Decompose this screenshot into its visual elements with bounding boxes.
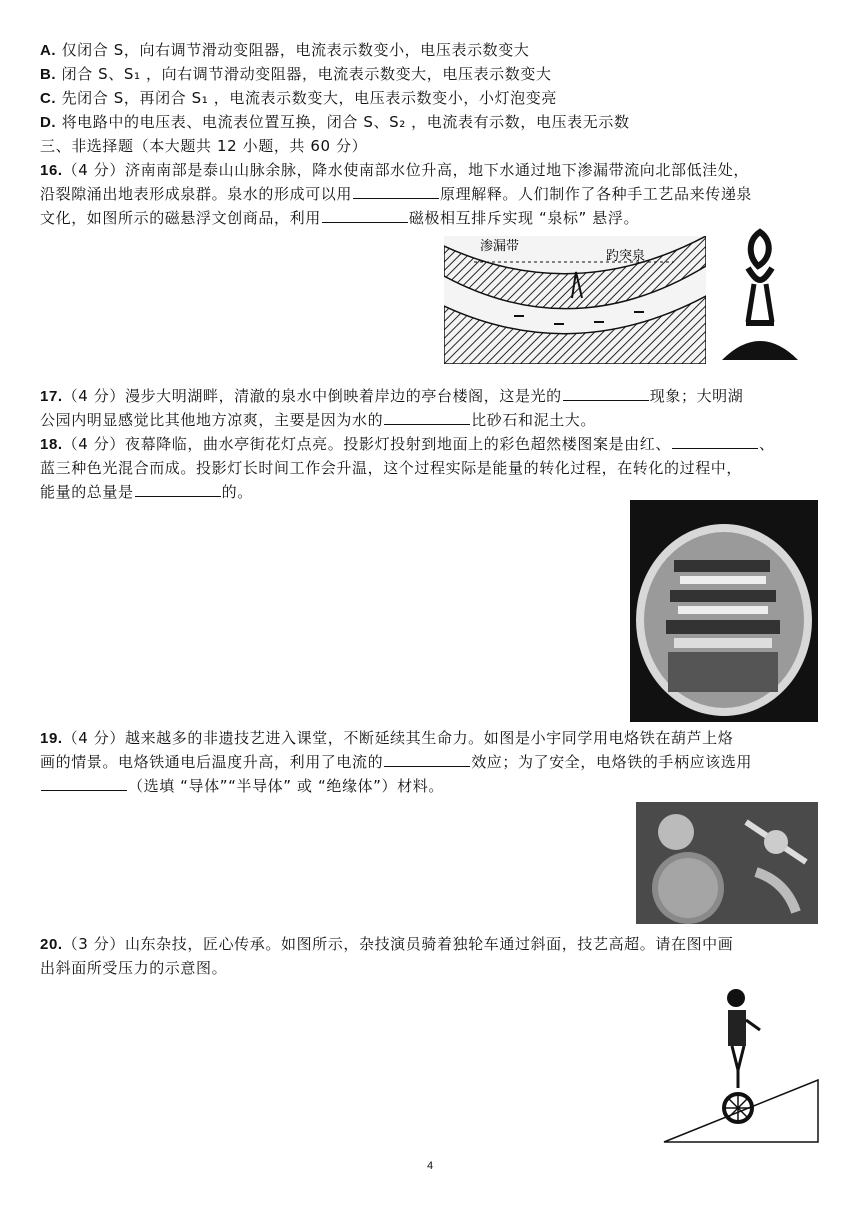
option-a [40, 40, 529, 61]
fig-label-spring: 趵突泉 [606, 249, 646, 264]
question-number: 18. [40, 436, 63, 453]
answer-blank[interactable] [563, 386, 649, 401]
option-text: 先闭合 S，再闭合 S₁ ，电流表示数变大，电压表示数变小，小灯泡变亮 [61, 89, 557, 107]
answer-blank[interactable] [384, 410, 470, 425]
question-number: 17. [40, 388, 63, 405]
q17-line-2: 公园内明显感觉比其他地方凉爽，主要是因为水的 比砂石和泥土大。 [40, 411, 597, 429]
option-c [40, 88, 557, 109]
fig-label-seepage: 渗漏带 [480, 239, 520, 254]
unicycle-slope-figure [660, 984, 830, 1148]
q19-line-2: 画的情景。电烙铁通电后温度升高，利用了电流的 效应；为了安全，电烙铁的手柄应该选用 [40, 753, 753, 771]
answer-blank[interactable] [384, 752, 470, 767]
q16-line-1: 16.（4 分）济南南部是泰山山脉余脉，降水使南部水位升高，地下水通过地下渗漏带流向北部低洼处， [40, 161, 749, 179]
section-heading: 三、非选择题（本大题共 12 小题，共 60 分） [40, 137, 368, 155]
q20-line-1: 20.（3 分）山东杂技，匠心传承。如图所示，杂技演员骑着独轮车通过斜面，技艺高超。请在图中画 [40, 935, 734, 953]
answer-blank[interactable] [672, 434, 758, 449]
projected-pavilion-photo [630, 500, 818, 722]
q18-line-1: 18.（4 分）夜幕降临，曲水亭街花灯点亮。投影灯投射到地面上的彩色超然楼图案是由红、 、 [40, 435, 775, 453]
question-number: 16. [40, 162, 63, 179]
option-letter: D. [40, 114, 57, 131]
answer-blank[interactable] [135, 482, 221, 497]
option-d [40, 112, 630, 133]
question-number: 19. [40, 730, 63, 747]
option-b [40, 64, 552, 85]
page-number: 4 [426, 1160, 434, 1172]
answer-blank[interactable] [322, 208, 408, 223]
q20-line-2: 出斜面所受压力的示意图。 [40, 959, 228, 977]
q19-line-3: （选填 “导体”“半导体” 或 “绝缘体”）材料。 [40, 776, 444, 796]
option-text: 仅闭合 S，向右调节滑动变阻器，电流表示数变小，电压表示数变大 [61, 41, 530, 59]
option-letter: A. [40, 42, 57, 59]
q17-line-1: 17.（4 分）漫步大明湖畔，清澈的泉水中倒映着岸边的亭台楼阁，这是光的 现象；大明湖 [40, 387, 744, 405]
q16-line-3: 文化，如图所示的磁悬浮文创商品，利用 磁极相互排斥实现 “泉标” 悬浮。 [40, 209, 640, 227]
answer-blank[interactable] [41, 776, 127, 791]
gourd-pyrography-photo [636, 802, 818, 924]
option-letter: C. [40, 90, 57, 107]
option-text: 将电路中的电压表、电流表位置互换，闭合 S、S₂ ，电流表有示数，电压表无示数 [61, 113, 630, 131]
option-letter: B. [40, 66, 57, 83]
spring-cross-section-figure [444, 236, 706, 364]
q18-line-2: 蓝三种色光混合而成。投影灯长时间工作会升温，这个过程实际是能量的转化过程，在转化的过程中， [40, 459, 743, 477]
q19-line-1: 19.（4 分）越来越多的非遗技艺进入课堂，不断延续其生命力。如图是小宇同学用电烙铁在葫芦上烙 [40, 729, 734, 747]
question-number: 20. [40, 936, 63, 953]
option-text: 闭合 S、S₁ ，向右调节滑动变阻器，电流表示数变大，电压表示数变大 [61, 65, 552, 83]
answer-blank[interactable] [353, 184, 439, 199]
q16-line-2: 沿裂隙涌出地表形成泉群。泉水的形成可以用 原理解释。人们制作了各种手工艺品来传递泉 [40, 185, 753, 203]
maglev-spring-emblem-figure [718, 226, 802, 368]
q18-line-3: 能量的总量是 的。 [40, 483, 253, 501]
